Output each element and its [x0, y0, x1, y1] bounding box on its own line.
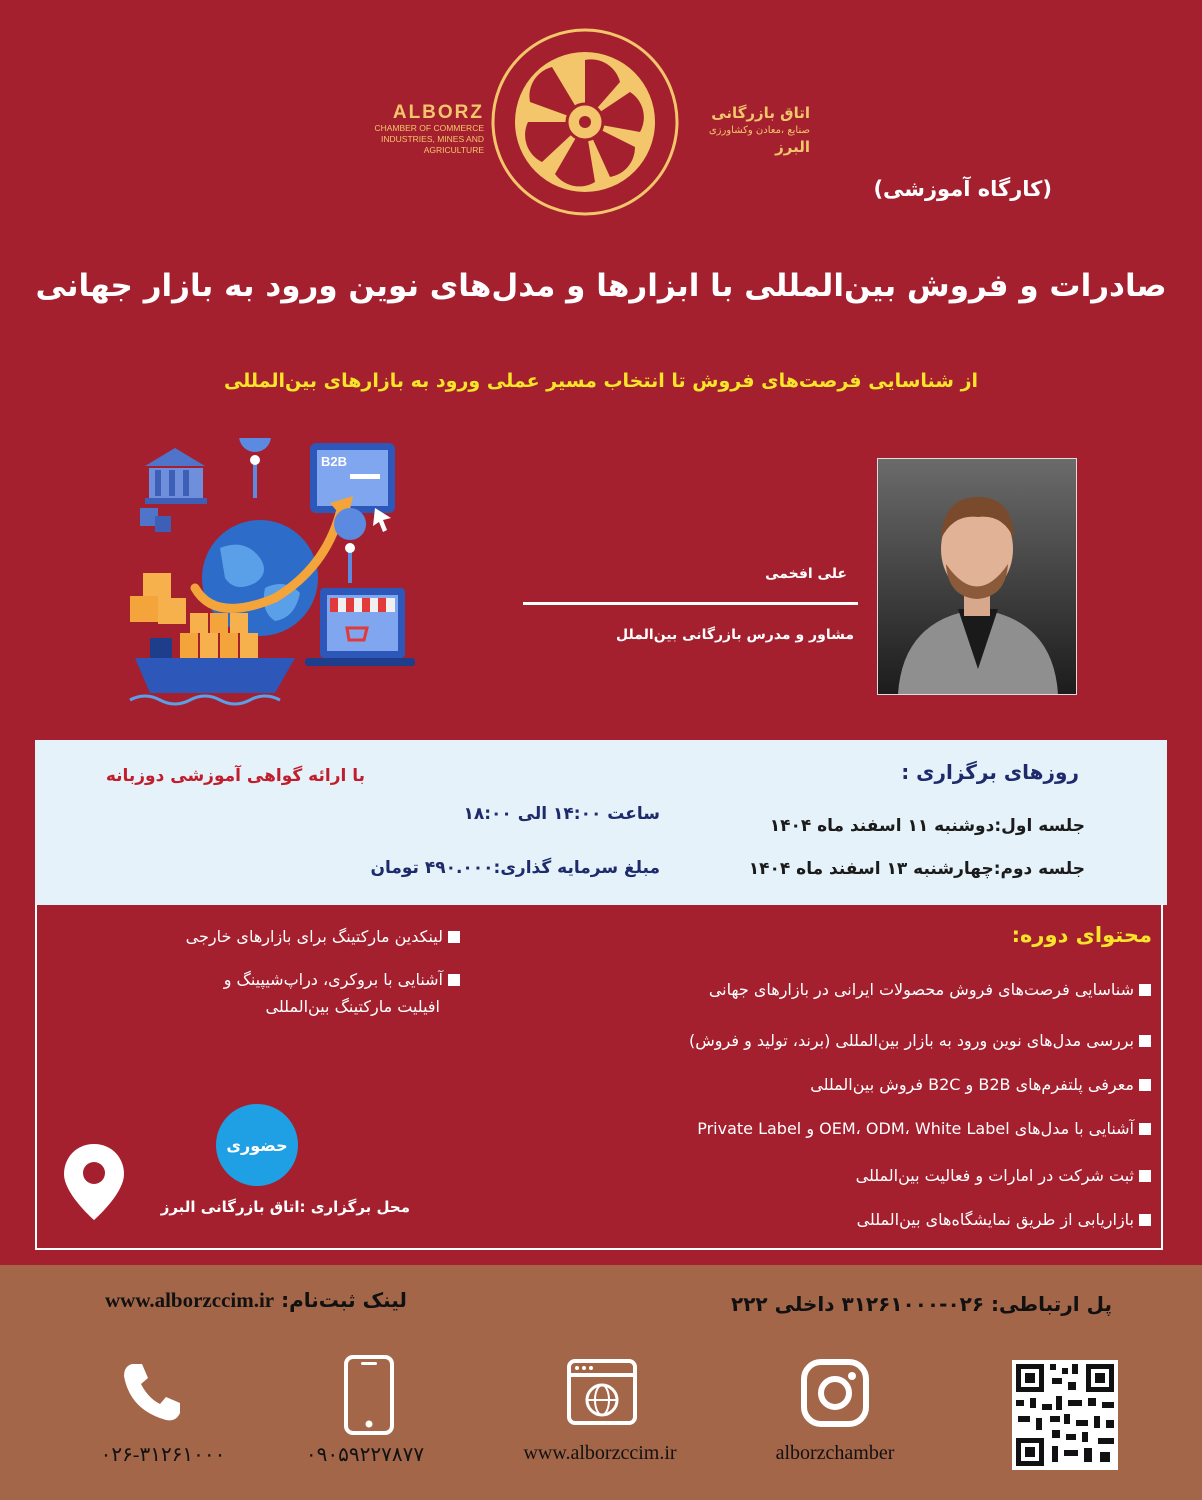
speaker-role: مشاور و مدرس بازرگانی بین‌الملل	[616, 627, 854, 643]
workshop-label: (کارگاه آموزشی)	[873, 177, 1052, 201]
schedule-heading: روزهای برگزاری :	[901, 760, 1079, 784]
registration-url[interactable]: www.alborzccim.ir	[105, 1288, 275, 1312]
content-item	[857, 1209, 1151, 1231]
registration-link[interactable]	[105, 1288, 407, 1313]
location-pin-icon	[62, 1142, 126, 1222]
mobile-number: ۰۹۰۵۹۲۲۷۸۷۷	[305, 1444, 425, 1466]
bullet-icon	[448, 931, 460, 943]
content-heading: محتوای دوره:	[1011, 923, 1152, 947]
website-icon	[566, 1358, 638, 1430]
phone-icon	[118, 1358, 186, 1426]
bullet-icon	[1139, 1035, 1151, 1047]
certificate-note: با ارائه گواهی آموزشی دوزبانه	[105, 766, 365, 786]
session-time: ساعت ۱۴:۰۰ الی ۱۸:۰۰	[463, 804, 660, 824]
content-item	[224, 969, 460, 991]
bullet-icon	[1139, 1079, 1151, 1091]
content-item-continued: افیلیت مارکتینگ بین‌المللی	[265, 997, 440, 1016]
content-item-text: ثبت شرکت در امارات و فعالیت بین‌المللی	[855, 1166, 1134, 1185]
page-subtitle: از شناسایی فرصت‌های فروش تا انتخاب مسیر عملی ورود به بازارهای بین‌المللی	[223, 370, 979, 392]
mobile-icon	[343, 1354, 395, 1436]
speaker-photo	[877, 458, 1077, 695]
instagram-handle[interactable]: alborzchamber	[775, 1442, 895, 1464]
content-item	[709, 979, 1151, 1001]
laptop-shop-icon	[305, 588, 415, 666]
logo-fa-line3: البرز	[775, 138, 810, 156]
bank-icon	[145, 448, 207, 504]
content-item	[689, 1030, 1151, 1052]
bullet-icon	[1139, 1214, 1151, 1226]
session-1: جلسه اول:دوشنبه ۱۱ اسفند ماه ۱۴۰۴	[769, 816, 1085, 836]
content-item-text: معرفی پلتفرم‌های B2B و B2C فروش بین‌المللی	[810, 1075, 1134, 1094]
content-item	[810, 1074, 1151, 1096]
bullet-icon	[1139, 1123, 1151, 1135]
content-item-text: بررسی مدل‌های نوین ورود به بازار بین‌المللی (برند، تولید و فروش)	[689, 1031, 1134, 1050]
bullet-icon	[1139, 984, 1151, 996]
session-2: جلسه دوم:چهارشنبه ۱۳ اسفند ماه ۱۴۰۴	[748, 859, 1085, 879]
logo-en-line1: CHAMBER OF COMMERCE	[374, 123, 484, 133]
in-person-badge: حضوری	[216, 1104, 298, 1186]
content-item-text: شناسایی فرصت‌های فروش محصولات ایرانی در بازارهای جهانی	[708, 980, 1134, 999]
bullet-icon	[1139, 1170, 1151, 1182]
chamber-logo-emblem	[480, 22, 690, 222]
website-url[interactable]: www.alborzccim.ir	[523, 1442, 677, 1464]
qr-code-icon[interactable]	[1012, 1360, 1118, 1470]
content-item	[856, 1165, 1151, 1187]
registration-label: لینک ثبت‌نام:	[281, 1288, 407, 1312]
content-item	[186, 926, 460, 948]
page-title: صادرات و فروش بین‌المللی با ابزارها و مدل‌های نوین ورود به بازار جهانی	[35, 268, 1167, 304]
content-item	[697, 1118, 1151, 1140]
content-item-text: لینکدین مارکتینگ برای بازارهای خارجی	[185, 927, 443, 946]
speaker-portrait-image	[878, 459, 1076, 694]
logo-fa-line2: صنایع ،معادن وکشاورزی	[708, 125, 810, 136]
venue: محل برگزاری :اتاق بازرگانی البرز	[160, 1198, 410, 1216]
logo-fa-line1: اتاق بازرگانی	[711, 104, 810, 122]
content-item-text: آشنایی با بروکری، دراپ‌شیپینگ و	[223, 970, 443, 989]
logo-en-title: ALBORZ	[392, 102, 484, 123]
export-illustration	[125, 438, 415, 713]
instagram-icon	[800, 1358, 870, 1428]
phone-number: ۰۲۶-۳۱۲۶۱۰۰۰	[100, 1444, 226, 1466]
content-item-text: بازاریابی از طریق نمایشگاه‌های بین‌المللی	[856, 1210, 1134, 1229]
price: مبلغ سرمایه گذاری:۴۹۰.۰۰۰ تومان	[370, 858, 660, 878]
logo-en-text	[360, 103, 484, 156]
b2b-label: B2B	[321, 454, 348, 469]
content-item-text: آشنایی با مدل‌های OEM، ODM، White Label و Private Label	[697, 1119, 1134, 1138]
logo-en-line2: INDUSTRIES, MINES AND AGRICULTURE	[381, 134, 484, 155]
contact-info: پل ارتباطی: ۰۲۶-۳۱۲۶۱۰۰۰ داخلی ۲۲۲	[731, 1292, 1112, 1316]
bullet-icon	[448, 974, 460, 986]
speaker-name: علی افخمی	[765, 566, 847, 582]
logo-fa-text	[700, 105, 810, 156]
speaker-divider	[523, 602, 858, 605]
